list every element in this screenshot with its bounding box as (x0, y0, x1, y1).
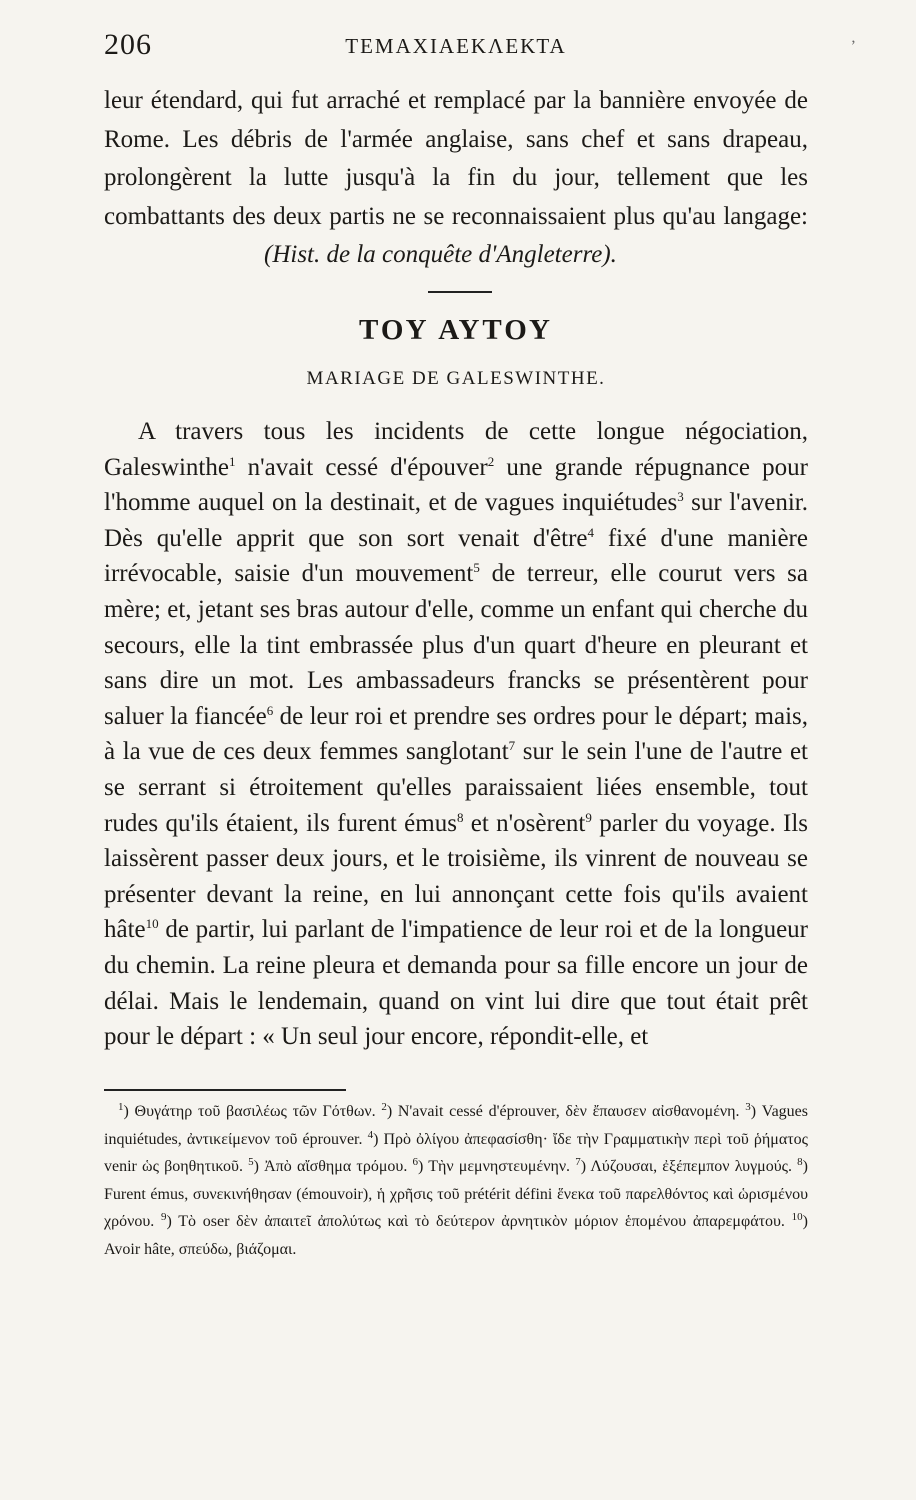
section-subtitle: MARIAGE DE GALESWINTHE. (306, 368, 606, 389)
continuation-text: leur étendard, qui fut arraché et remplacé par la bannière envoyée de Rome. Les débris de l'armée anglaise, sans chef et sans drapeau, prolongèrent la lutte jusqu'à la fin du jour, tellement que les combattants des deux partis ne se reconnaissaient plus qu'au langage: (104, 87, 808, 230)
text-segment: et n'osèrent (463, 809, 586, 837)
running-head: ΤΕΜΑΧΙΑΕΚΛΕΚΤΑ (345, 34, 567, 58)
page-number: 206 (104, 28, 152, 61)
continuation-paragraph (104, 82, 808, 275)
footnote-text: ) Τὴν μεμνηστευμένην. (418, 1158, 576, 1175)
footnote-rule (104, 1089, 346, 1091)
footnote-number: 8 (797, 1156, 803, 1168)
text-segment: n'avait cessé d'épouver (235, 453, 488, 481)
footnote-text: ) Θυγάτηρ τοῦ βασιλέως τῶν Γότθων. (123, 1103, 382, 1120)
footnote-ref: 1 (228, 453, 236, 469)
footnote-ref: 4 (587, 524, 594, 540)
footnote-number: 3 (745, 1101, 751, 1113)
footnote-text: ) Πρὸ ὀλίγου ἀπεφασίσθη· ἴδε τὴν Γραμματικὴν περὶ τοῦ ῥήματος venir ὡς βοηθητικοῦ. (104, 1130, 809, 1175)
citation: (Hist. de la conquête d'Angleterre). (264, 241, 617, 268)
footnote-ref: 5 (473, 560, 480, 576)
text-segment: de leur roi et prendre ses ordres pour le départ; mais, à la vue de ces deux femmes sanglotant (104, 702, 808, 766)
text-segment: sur le sein l'une de l'autre et se serrant si étroitement qu'elles paraissaient liées ensemble, tout rudes qu'ils étaient, ils furent émus (104, 738, 808, 837)
footnote-number: 4 (367, 1128, 374, 1141)
text-segment: sur l'avenir. Dès qu'elle apprit que son sort venait d'être (104, 489, 808, 552)
footnote-text: ) Avoir hâte, σπεύδω, βιάζομαι. (104, 1213, 808, 1258)
footnote-text: ) Furent émus, συνεκινήθησαν (émouvoir), ἡ χρῆσις τοῦ prétérit défini ἕνεκα τοῦ παρελθόντος καὶ ὡρισμένου χρόνου. (104, 1158, 808, 1230)
footnote-ref: 3 (677, 489, 684, 505)
footnote-number: 10 (791, 1211, 803, 1223)
footnote-number: 5 (248, 1156, 254, 1168)
section-divider (428, 291, 492, 293)
footnote-number: 9 (160, 1211, 167, 1223)
text-segment: de partir, lui parlant de l'impatience de leur roi et de la longueur du chemin. La reine pleura et demanda pour sa fille encore un jour de délai. Mais le lendemain, quand on vint lui dire que tout était prêt pour le départ : « Un seul jour encore, répondit-elle, et (104, 916, 808, 1051)
footnote-text: ) Ἀπὸ αἴσθημα τρόμου. (253, 1158, 413, 1175)
footnote-number: 6 (412, 1156, 418, 1168)
footnote-ref: 10 (145, 916, 159, 932)
footnote-text: ) Λύζουσαι, ἐξέπεμπον λυγμούς. (580, 1158, 798, 1175)
footnotes (104, 1098, 808, 1263)
footnote-text: ) N'avait cessé d'éprouver, δὲν ἔπαυσεν αἰσθανομένη. (386, 1103, 746, 1120)
text-segment: fixé d'une manière irrévocable, saisie d'un mouvement (104, 524, 808, 588)
text-segment: A travers tous les incidents de cette longue négociation, Galeswinthe (104, 418, 808, 481)
footnote-ref: 2 (487, 453, 495, 469)
footnote-number: 7 (575, 1156, 581, 1168)
text-segment: une grande répugnance pour l'homme auquel on la destinait, et de vagues inquiétudes (104, 453, 808, 517)
main-paragraph (104, 414, 808, 1055)
text-segment: de terreur, elle courut vers sa mère; et, jetant ses bras autour d'elle, comme un enfant qui cherche du secours, elle la tint embrassée plus d'un quart d'heure en pleurant et sans dire un mot. Les ambassadeurs francks se présentèrent pour saluer la fiancée (104, 560, 808, 730)
footnote-ref: 7 (508, 738, 516, 754)
text-segment: parler du voyage. Ils laissèrent passer deux jours, et le troisième, ils vinrent de nouveau se présenter devant la reine, en lui annonçant cette fois qu'ils avaient hâte (104, 809, 808, 944)
footnote-ref: 6 (266, 702, 274, 718)
footnote-number: 2 (381, 1101, 387, 1113)
footnote-ref: 8 (456, 809, 464, 825)
page-header (104, 28, 856, 64)
footnote-ref: 9 (585, 809, 592, 825)
section-title: ΤΟΥ ΑΥΤΟΥ (359, 314, 553, 346)
footnote-text: ) Τὸ oser δὲν ἀπαιτεῖ ἀπολύτως καὶ τὸ δεύτερον ἀρνητικὸν μόριον ἑπομένου ἀπαρεμφάτου. (166, 1213, 792, 1230)
footnote-text: ) Vagues inquiétudes, ἀντικείμενον τοῦ éprouver. (104, 1103, 808, 1148)
corner-mark: ʼ (850, 38, 856, 55)
footnote-number: 1 (118, 1101, 124, 1113)
